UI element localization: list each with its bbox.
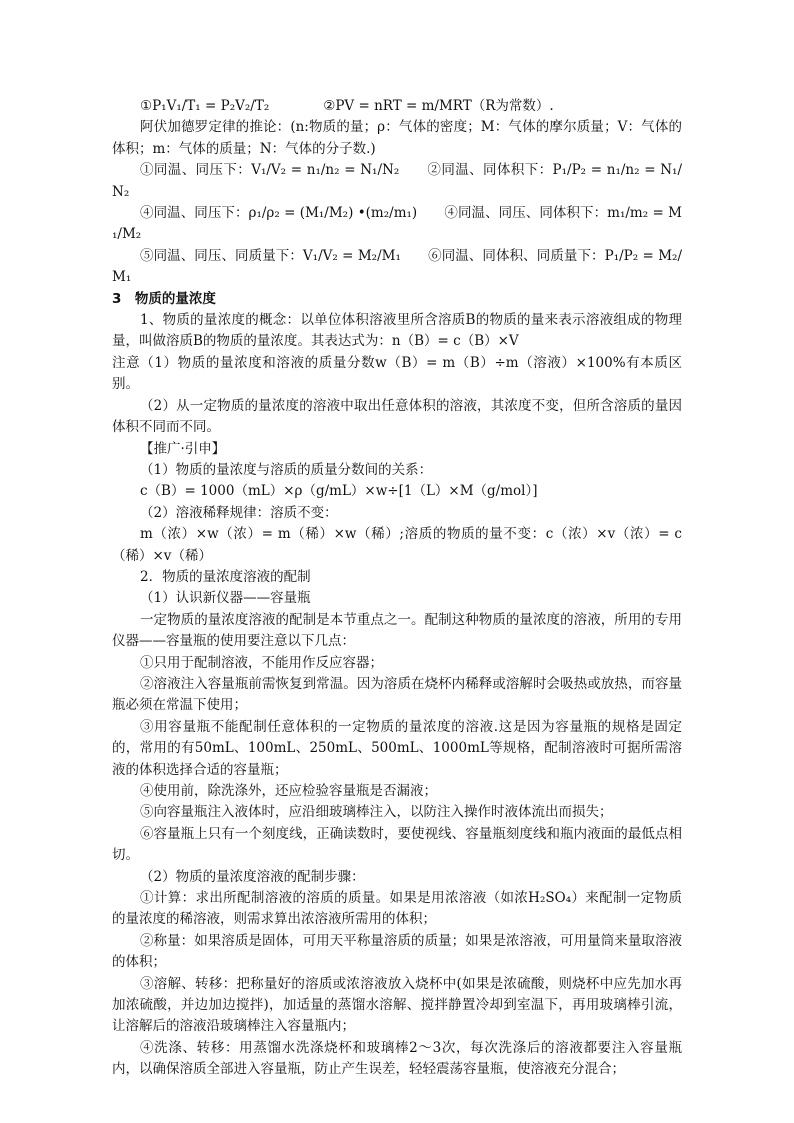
step-wash-transfer: ④洗涤、转移：用蒸馏水洗涤烧杯和玻璃棒2～3次，每次洗涤后的溶液都要注入容量瓶内，以确保溶质全部进入容量瓶，防止产生误差，轻轻震荡容量瓶，使溶液充分混合； bbox=[112, 1039, 682, 1078]
relation-title: （1）物质的量浓度与溶质的质量分数间的关系： bbox=[140, 461, 433, 478]
flask-rule-1: ①只用于配制溶液，不能用作反应容器； bbox=[140, 654, 383, 671]
flask-rule-3: ③用容量瓶不能配制任意体积的一定物质的量浓度的溶液.这是因为容量瓶的规格是固定的，常用的有50mL、100mL、250mL、500mL、1000mL等规格，配制溶液时可据所需溶液的体积选择合适的容量瓶； bbox=[112, 718, 682, 778]
note-2: （2）从一定物质的量浓度的溶液中取出任意体积的溶液，其浓度不变，但所含溶质的量因体积不同而不同。 bbox=[112, 397, 682, 436]
flask-rule-5: ⑤向容量瓶注入液体时，应沿细玻璃棒注入，以防注入操作时液体流出而损失； bbox=[140, 804, 613, 821]
flask-rule-6: ⑥容量瓶上只有一个刻度线，正确读数时，要使视线、容量瓶刻度线和瓶内液面的最低点相切。 bbox=[112, 825, 682, 864]
note-1: 注意（1）物质的量浓度和溶液的质量分数w（B）= m（B）÷m（溶液）×100%有本质区别。 bbox=[112, 354, 682, 393]
extension-label: 【推广·引申】 bbox=[140, 440, 226, 457]
section-heading-3: 3 物质的量浓度 bbox=[112, 290, 216, 307]
inference-line-3: ⑤同温、同压、同质量下：V₁/V₂ = M₂/M₁ ⑥同温、同体积、同质量下：P₁/P₂ = M₂/M₁ bbox=[112, 247, 682, 286]
document-body bbox=[112, 96, 682, 1081]
flask-rule-4: ④使用前，除洗涤外，还应检验容量瓶是否漏液； bbox=[140, 783, 437, 799]
dilution-rule-formula: m（浓）×w（浓）= m（稀）×w（稀）;溶质的物质的量不变：c（浓）×v（浓）= c（稀）×v（稀） bbox=[112, 526, 682, 564]
relation-formula: c（B）= 1000（mL）×ρ（g/mL）×w÷[1（L）×M（g/mol）] bbox=[140, 483, 538, 500]
concentration-definition: 1、物质的量浓度的概念：以单位体积溶液里所含溶质B的物质的量来表示溶液组成的物理量，叫做溶质B的物质的量浓度。其表达式为：n（B）= c（B）×V bbox=[112, 312, 682, 350]
step-dissolve-transfer: ③溶解、转移：把称量好的溶质或浓溶液放入烧杯中(如果是浓硫酸，则烧杯中应先加水再加浓硫酸，并边加边搅拌)，加适量的蒸馏水溶解、搅拌静置冷却到室温下，再用玻璃棒引流，让溶解后的溶液沿玻璃棒注入容量瓶内； bbox=[112, 975, 682, 1035]
inference-line-2: ④同温、同压下：ρ₁/ρ₂ = (M₁/M₂) •(m₂/m₁) ④同温、同压、同体积下：m₁/m₂ = M₁/M₂ bbox=[112, 205, 682, 243]
step-calculate: ①计算：求出所配制溶液的溶质的质量。如果是用浓溶液（如浓H₂SO₄）来配制一定物质的量浓度的稀溶液，则需求算出浓溶液所需用的体积； bbox=[112, 890, 682, 928]
dilution-rule-title: （2）溶液稀释规律：溶质不变： bbox=[140, 504, 338, 521]
inference-line-1: ①同温、同压下：V₁/V₂ = n₁/n₂ = N₁/N₂ ②同温、同体积下：P₁/P₂ = n₁/n₂ = N₁/N₂ bbox=[112, 162, 682, 200]
preparation-title: 2．物质的量浓度溶液的配制 bbox=[140, 568, 311, 585]
instrument-intro: 一定物质的量浓度溶液的配制是本节重点之一。配制这种物质的量浓度的溶液，所用的专用仪器——容量瓶的使用要注意以下几点： bbox=[112, 611, 682, 650]
step-weigh: ②称量：如果溶质是固体，可用天平称量溶质的质量；如果是浓溶液，可用量筒来量取溶液的体积； bbox=[112, 932, 682, 971]
formula-line-1: ①P₁V₁/T₁ = P₂V₂/T₂ ②PV = nRT = m/MRT（R为常数）. bbox=[140, 98, 554, 114]
steps-title: （2）物质的量浓度溶液的配制步骤： bbox=[140, 868, 365, 885]
avogadro-inference-intro: 阿伏加德罗定律的推论：(n:物质的量；ρ：气体的密度；M：气体的摩尔质量；V：气体的体积；m：气体的质量；N：气体的分子数.) bbox=[112, 119, 682, 157]
instrument-title: （1）认识新仪器——容量瓶 bbox=[140, 590, 311, 607]
flask-rule-2: ②溶液注入容量瓶前需恢复到常温。因为溶质在烧杯内稀释或溶解时会吸热或放热，而容量瓶必须在常温下使用； bbox=[112, 675, 682, 714]
